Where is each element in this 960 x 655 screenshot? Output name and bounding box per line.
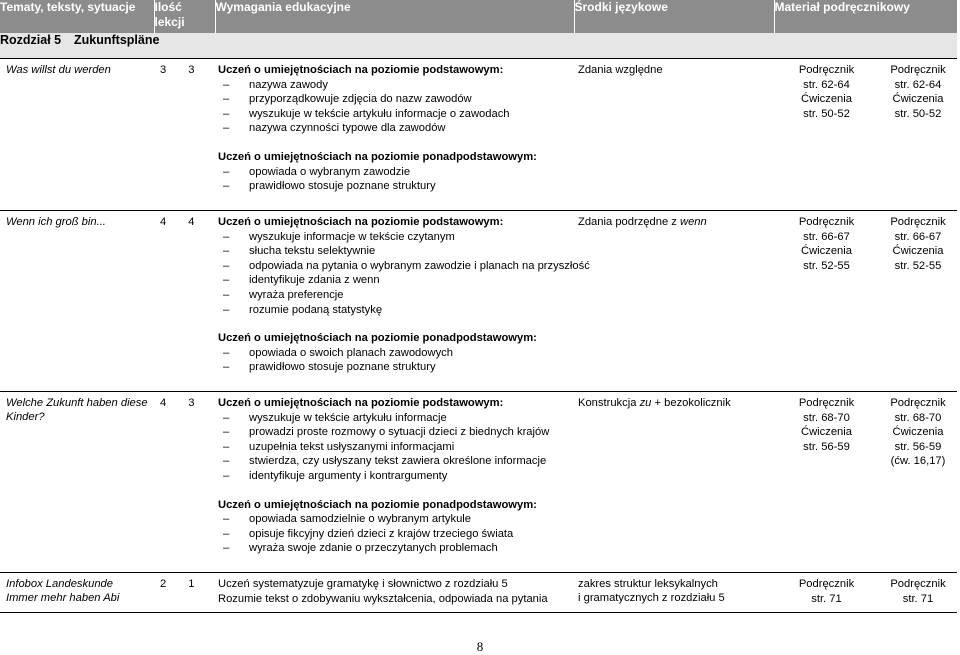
list-item: – przyporządkowuje zdjęcia do nazw zawodów: [218, 92, 572, 107]
list-item: – prawidłowo stosuje poznane struktury: [218, 179, 572, 194]
list-item: – wyszukuje w tekście artykułu informacje: [218, 411, 572, 426]
list-item: – stwierdza, czy usłyszany tekst zawiera określone informacje: [218, 454, 572, 469]
requirements-cell: Uczeń systematyzuje gramatykę i słownictwo z rozdziału 5 Rozumie tekst o zdobywaniu wykształcenia, odpowiada na pytania: [215, 573, 574, 613]
material-cell: Podręcznik str. 62-64 Ćwiczenia str. 50-52: [879, 59, 957, 211]
basic-heading: Uczeń o umiejętnościach na poziomie podstawowym:: [218, 397, 504, 409]
lessons-a: 2: [160, 578, 167, 590]
lessons-a: 4: [160, 397, 167, 409]
list-item: – identyfikuje zdania z wenn: [218, 273, 572, 288]
list-item: – opisuje fikcyjny dzień dzieci z krajów trzeciego świata: [218, 527, 572, 542]
chapter-number: Rozdział 5: [0, 33, 62, 47]
topic-cell: Was willst du werden: [0, 59, 154, 211]
table-row: [0, 59, 957, 211]
list-item: – identyfikuje argumenty i kontrargumenty: [218, 469, 572, 484]
list-item: – prawidłowo stosuje poznane struktury: [218, 360, 572, 375]
lessons-a: 4: [160, 216, 167, 228]
lessons-b: 1: [188, 578, 195, 590]
topic-cell: Wenn ich groß bin...: [0, 211, 154, 392]
list-item: – opowiada samodzielnie o wybranym artykule: [218, 512, 572, 527]
language-cell: zakres struktur leksykalnych i gramatycznych z rozdziału 5: [574, 573, 774, 613]
list-item: – uzupełnia tekst usłyszanymi informacjami: [218, 440, 572, 455]
table-row: [0, 211, 957, 392]
requirements-cell: [215, 59, 574, 211]
page-number: 8: [476, 639, 484, 654]
material-cell: Podręcznik str. 68-70 Ćwiczenia str. 56-59 (ćw. 16,17): [879, 392, 957, 573]
list-item: – nazywa zawody: [218, 78, 572, 93]
language-cell: Zdania względne: [574, 59, 774, 211]
list-item: – prowadzi proste rozmowy o sytuacji dzieci z biednych krajów: [218, 425, 572, 440]
list-item: – słucha tekstu selektywnie: [218, 244, 572, 259]
basic-heading: Uczeń o umiejętnościach na poziomie podstawowym:: [218, 64, 504, 76]
material-cell: Podręcznik str. 62-64 Ćwiczenia str. 50-52: [774, 59, 879, 211]
header-lessons: Ilość lekcji: [154, 0, 215, 33]
list-item: – opowiada o swoich planach zawodowych: [218, 346, 572, 361]
advanced-heading: Uczeń o umiejętnościach na poziomie ponadpodstawowym:: [218, 150, 537, 163]
list-item: – wyszukuje w tekście artykułu informacje o zawodach: [218, 107, 572, 122]
topic-cell: Welche Zukunft haben diese Kinder?: [0, 392, 154, 573]
header-requirements: Wymagania edukacyjne: [215, 0, 574, 33]
header-language: Środki językowe: [574, 0, 774, 33]
header-topic: Tematy, teksty, sytuacje: [0, 0, 154, 33]
language-cell: Zdania podrzędne z wenn: [574, 211, 774, 392]
lessons-b: 3: [188, 64, 195, 76]
material-cell: Podręcznik str. 71: [774, 573, 879, 613]
lessons-b: 4: [188, 216, 195, 228]
chapter-row: [0, 33, 957, 59]
topic-cell: Infobox Landeskunde Immer mehr haben Abi: [0, 573, 154, 613]
lessons-a: 3: [160, 64, 167, 76]
table-header: [0, 0, 957, 33]
lessons-b: 3: [188, 397, 195, 409]
list-item: – wyszukuje informacje w tekście czytanym: [218, 230, 572, 245]
requirements-cell: [215, 392, 574, 573]
chapter-title: Zukunftspläne: [74, 33, 160, 47]
material-cell: Podręcznik str. 66-67 Ćwiczenia str. 52-55: [879, 211, 957, 392]
list-item: – rozumie podaną statystykę: [218, 303, 572, 318]
advanced-heading: Uczeń o umiejętnościach na poziomie ponadpodstawowym:: [218, 498, 537, 511]
language-cell: Konstrukcja zu + bezokolicznik: [574, 392, 774, 573]
list-item: – nazywa czynności typowe dla zawodów: [218, 121, 572, 136]
list-item: – wyraża swoje zdanie o przeczytanych problemach: [218, 541, 572, 556]
material-cell: Podręcznik str. 66-67 Ćwiczenia str. 52-55: [774, 211, 879, 392]
basic-heading: Uczeń o umiejętnościach na poziomie podstawowym:: [218, 216, 504, 228]
advanced-heading: Uczeń o umiejętnościach na poziomie ponadpodstawowym:: [218, 332, 537, 345]
table-row: [0, 573, 957, 613]
list-item: – wyraża preferencje: [218, 288, 572, 303]
material-cell: Podręcznik str. 71: [879, 573, 957, 613]
material-cell: Podręcznik str. 68-70 Ćwiczenia str. 56-59: [774, 392, 879, 573]
list-item: – opowiada o wybranym zawodzie: [218, 165, 572, 180]
header-material: Materiał podręcznikowy: [774, 0, 957, 33]
table-row: [0, 392, 957, 573]
list-item: – odpowiada na pytania o wybranym zawodzie i planach na przyszłość: [218, 259, 572, 274]
requirements-cell: [215, 211, 590, 392]
